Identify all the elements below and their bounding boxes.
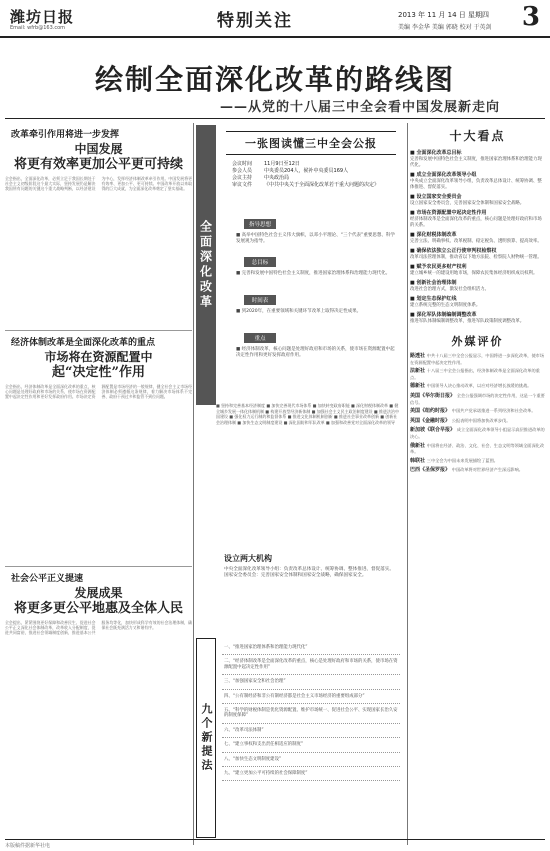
highlight-heading: ■ 全面深化改革总目标 <box>410 150 462 156</box>
page-headline: 绘制全面深化改革的路线图 <box>94 63 455 96</box>
text-guiding-thought: ■ 高举中国特色社会主义伟大旗帜，以邓小平理论、“三个代表”重要思想、科学发展观为指导。 <box>236 233 395 244</box>
highlight-item <box>410 210 545 229</box>
article1-title-line1: 中国发展 <box>74 142 123 156</box>
text-overall-goal: ■ 完善和发展中国特色社会主义制度，推进国家治理体系和治理能力现代化。 <box>236 271 391 276</box>
article1-title-line2: 将更有效率更加公平更可持续 <box>13 157 183 172</box>
meta-value: 中央政治局 <box>264 175 290 181</box>
divider <box>5 330 192 331</box>
media-quote: 全会公报强调市场的决定性作用，这是一个重要信号。 <box>410 392 545 405</box>
meta-key: 参会人员 <box>232 168 253 174</box>
highlight-heading: ■ 市场在资源配置中起决定性作用 <box>410 210 487 216</box>
newspaper-email: Email: wfrb@163.com <box>10 25 66 31</box>
media-review <box>410 427 545 439</box>
media-review <box>410 443 545 455</box>
text-timetable: ■ 到2020年，在重要领域和关键环节改革上取得决定性成果。 <box>236 309 362 314</box>
label-focus: 重点 <box>244 333 276 343</box>
highlight-item <box>410 296 545 309</box>
meta-row <box>232 175 397 182</box>
label-overall-goal: 总目标 <box>244 257 276 267</box>
highlight-heading: ■ 赋予农民更多财产权利 <box>410 264 467 270</box>
editor-credits: 美编 李金华 美编 郭晓 校对 于英剑 <box>398 24 492 31</box>
media-outlet: 美国《纽约时报》 <box>410 408 452 415</box>
page-subhead: ——从党的十八届三中全会看中国发展新走向 <box>220 100 501 115</box>
media-review <box>410 467 545 474</box>
highlight-item <box>410 280 545 293</box>
article3-title-line1: 发展成果 <box>74 586 123 600</box>
media-outlet: 德新社 <box>410 383 427 390</box>
meta-value: 中央委员204人，候补中央委员169人 <box>264 168 349 174</box>
nine-new-terms-banner: 九个新提法 <box>196 638 216 838</box>
media-review <box>410 383 545 390</box>
divider <box>5 118 545 119</box>
meta-key: 审议文件 <box>232 182 253 188</box>
media-review <box>410 418 545 425</box>
media-quote: 中国领导人决心推动改革，以应对经济增长放缓的挑战。 <box>426 383 532 389</box>
divider <box>5 566 192 567</box>
right-column <box>410 123 545 845</box>
media-outlet: 美国《华尔街日报》 <box>410 392 457 399</box>
meta-key: 会议主持 <box>232 175 253 181</box>
media-quote: 中国改革将对世界经济产生深远影响。 <box>451 467 523 473</box>
article2-kicker: 经济体制改革是全面深化改革的重点 <box>11 338 156 348</box>
text-focus: ■ 经济体制改革，核心问题是处理好政府和市场的关系，使市场在资源配置中起决定性作用和更好发挥政府作用。 <box>236 347 395 358</box>
media-quote: 三中全会为中国未来发展描绘了蓝图。 <box>426 457 498 463</box>
article2-title-line2: 起“决定性”作用 <box>52 365 145 380</box>
highlight-heading: ■ 深化军队体制编制调整改革 <box>410 312 477 318</box>
media-outlet: 英国《金融时报》 <box>410 417 452 424</box>
nine-new-terms-list <box>222 641 400 781</box>
new-term-item: 六、“改革司法体制” <box>222 724 400 738</box>
meta-value: 《中共中央关于全面深化改革若干重大问题的决定》 <box>264 182 380 188</box>
highlight-item <box>410 312 545 325</box>
media-quote: 公报表明中国将加快改革步伐。 <box>451 417 511 423</box>
highlight-text: 设立国家安全委员会，完善国家安全体制和国家安全战略。 <box>410 201 525 206</box>
highlight-heading: ■ 创新社会治理体制 <box>410 280 457 286</box>
media-review <box>410 393 545 405</box>
highlight-item <box>410 248 545 261</box>
article1-body: 全会指出，全面深化改革，必须立足于我国长期处于社会主义初级阶段这个最大实际，坚持发展仍是解决我国所有问题的关键这个重大战略判断，以经济建设为中心，发挥经济体制改革牵引作用。中国发展将更有效率、更加公平、更可持续。中国改革开放以来取得的巨大成就，为全面深化改革奠定了坚实基础。 <box>5 176 192 192</box>
article2-body: 全会指出，经济体制改革是全面深化改革的重点，核心问题是处理好政府和市场的关系，使市场在资源配置中起决定性作用和更好发挥政府作用。市场决定资源配置是市场经济的一般规律，健全社会主义市场经济体制必须遵循这条规律，着力解决市场体系不完善、政府干预过多和监管不到位问题。 <box>5 384 192 400</box>
meta-row <box>232 161 397 168</box>
institutions-heading: 设立两大机构 <box>224 554 272 563</box>
new-term-item: 一、“推进国家治理体系和治理能力现代化” <box>222 641 400 655</box>
meta-row <box>232 182 397 189</box>
highlight-text: 改革司法管理体制，推动省以下地方法院、检察院人财物统一管理。 <box>410 255 542 260</box>
column-divider <box>193 123 194 845</box>
foreign-media-list <box>410 353 545 474</box>
institutions-text: 中央全面深化改革领导小组：负责改革总体设计、统筹协调、整体推进、督促落实。国家安全委员会：完善国家安全体制和国家安全战略，确保国家安全。 <box>224 567 394 579</box>
new-term-item: 七、“建立事权和支出责任相适应的制度” <box>222 738 400 752</box>
meta-key: 会议时间 <box>232 161 253 167</box>
media-outlet: 韩联社 <box>410 457 427 464</box>
highlight-item <box>410 232 545 245</box>
meeting-meta <box>232 161 397 189</box>
highlight-text: 中央成立全面深化改革领导小组，负责改革总体设计、统筹协调、整体推进、督促落实。 <box>410 179 542 190</box>
highlight-text: 建立城乡统一的建设用地市场，保障农民集体经济组织成员权利。 <box>410 271 538 276</box>
media-quote: 中共十八届三中全会公报显示，中国将进一步深化改革，使市场在资源配置中起决定性作用。 <box>410 353 545 365</box>
left-column <box>5 123 192 845</box>
media-review <box>410 408 545 415</box>
highlight-heading: ■ 划定生态保护红线 <box>410 296 457 302</box>
media-review <box>410 368 545 380</box>
highlights-list <box>410 150 545 325</box>
footer-credit: 本版稿件据新华社电 <box>5 839 545 849</box>
highlight-text: 建立系统完整的生态文明制度体系。 <box>410 303 481 308</box>
highlight-heading: ■ 确保依法独立公正行使审判权检察权 <box>410 248 497 254</box>
highlight-item <box>410 150 545 169</box>
article3-body: 全会提出，紧紧围绕更好保障和改善民生、促进社会公平正义深化社会体制改革，改革收入分配制度，促进共同富裕，推进社会领域制度创新，推进基本公共服务均等化，加快形成科学有效的社会治理体制，确保社会既充满活力又和谐有序。 <box>5 620 192 636</box>
new-term-item: 九、“建立更加公平可持续的社会保障制度” <box>222 767 400 781</box>
highlight-text: 经济体制改革是全面深化改革的重点，核心问题是处理好政府和市场的关系。 <box>410 217 542 228</box>
highlight-item <box>410 264 545 277</box>
highlights-title: 十大看点 <box>449 129 506 143</box>
infographic-title: 一张图读懂三中全会公报 <box>226 131 396 155</box>
media-outlet: 路透社 <box>410 353 427 359</box>
label-guiding-thought: 指导思想 <box>244 219 276 229</box>
article3-kicker: 社会公平正义提速 <box>11 574 84 584</box>
highlight-text: 完善立法、明确事权、改革税制、稳定税负、透明预算、提高效率。 <box>410 239 542 244</box>
article1-kicker: 改革牵引作用将进一步发挥 <box>11 130 120 140</box>
foreign-media-title: 外媒评价 <box>451 335 504 348</box>
new-term-item: 三、“加强国家安全和社会治理” <box>222 675 400 689</box>
highlight-item <box>410 172 545 191</box>
media-quote: 中国将在经济、政治、文化、社会、生态文明等领域全面深化改革。 <box>410 442 545 455</box>
masthead <box>0 0 550 38</box>
highlight-heading: ■ 成立全面深化改革领导小组 <box>410 172 477 178</box>
article2-title-line1: 市场将在资源配置中 <box>44 350 153 364</box>
section-title: 特别关注 <box>217 10 293 31</box>
newspaper-logo: 潍坊日报 <box>10 8 75 26</box>
meta-row <box>232 168 397 175</box>
new-term-item: 五、“科学的财税体制是优化资源配置、维护市场统一、促进社会公平、实现国家长治久安的制度保障” <box>222 704 400 724</box>
media-quote: 成立全面深化改革领导小组显示高层推进改革的决心。 <box>410 427 545 439</box>
middle-column <box>196 123 406 845</box>
media-quote: 十八届三中全会公报指出，经济体制改革是全面深化改革的重点。 <box>410 368 540 380</box>
reform-areas-list: ■ 坚持和完善基本经济制度 ■ 加快完善现代市场体系 ■ 加快转变政府职能 ■ 深化财税体制改革 ■ 健全城乡发展一体化体制机制 ■ 构建开放型经济新体制 ■ 加强社会主义民主政治制度建设 ■ 推进法治中国建设 ■ 强化权力运行制约和监督体系 ■ 推进文化体制机制创新 ■ 推进社会事业改革创新 ■ 创新社会治理体制 ■ 加快生态文明制度建设 ■ 深化国防和军队改革 ■ 加强和改善党对全面深化改革的领导 <box>216 403 399 425</box>
new-term-item: 二、“经济体制改革是全面深化改革的重点，核心是处理好政府和市场的关系，使市场在资源配置中起决定性作用” <box>222 655 400 675</box>
article3-title-line2: 将更多更公平地惠及全体人民 <box>13 601 183 616</box>
highlight-text: 推进军队体制编制调整改革，推进军队政策制度调整改革。 <box>410 319 525 324</box>
media-review <box>410 353 545 365</box>
vertical-banner: 全面深化改革 <box>196 125 216 405</box>
media-outlet: 法新社 <box>410 368 427 375</box>
media-outlet: 俄新社 <box>410 442 427 449</box>
highlight-heading: ■ 设立国家安全委员会 <box>410 194 462 200</box>
issue-date: 2013 年 11 月 14 日 星期四 <box>398 11 489 19</box>
media-quote: 中国共产党承诺推进一系列经济和社会改革。 <box>451 408 536 414</box>
highlight-item <box>410 194 545 207</box>
new-term-item: 四、“公有制经济和非公有制经济都是社会主义市场经济的重要组成部分” <box>222 690 400 704</box>
column-divider <box>407 123 408 845</box>
media-review <box>410 458 545 465</box>
meta-value: 11月9日至12日 <box>264 161 300 167</box>
media-outlet: 巴西《圣保罗报》 <box>410 467 452 474</box>
highlight-text: 改进社会治理方式，激发社会组织活力。 <box>410 287 490 292</box>
label-timetable: 时间表 <box>244 295 276 305</box>
page-number: 3 <box>521 2 540 32</box>
highlight-heading: ■ 深化财税体制改革 <box>410 232 457 238</box>
new-term-item: 八、“加快生态文明制度建设” <box>222 753 400 767</box>
media-outlet: 新加坡《联合早报》 <box>410 427 457 434</box>
highlight-text: 完善和发展中国特色社会主义制度，推进国家治理体系和治理能力现代化。 <box>410 157 542 168</box>
